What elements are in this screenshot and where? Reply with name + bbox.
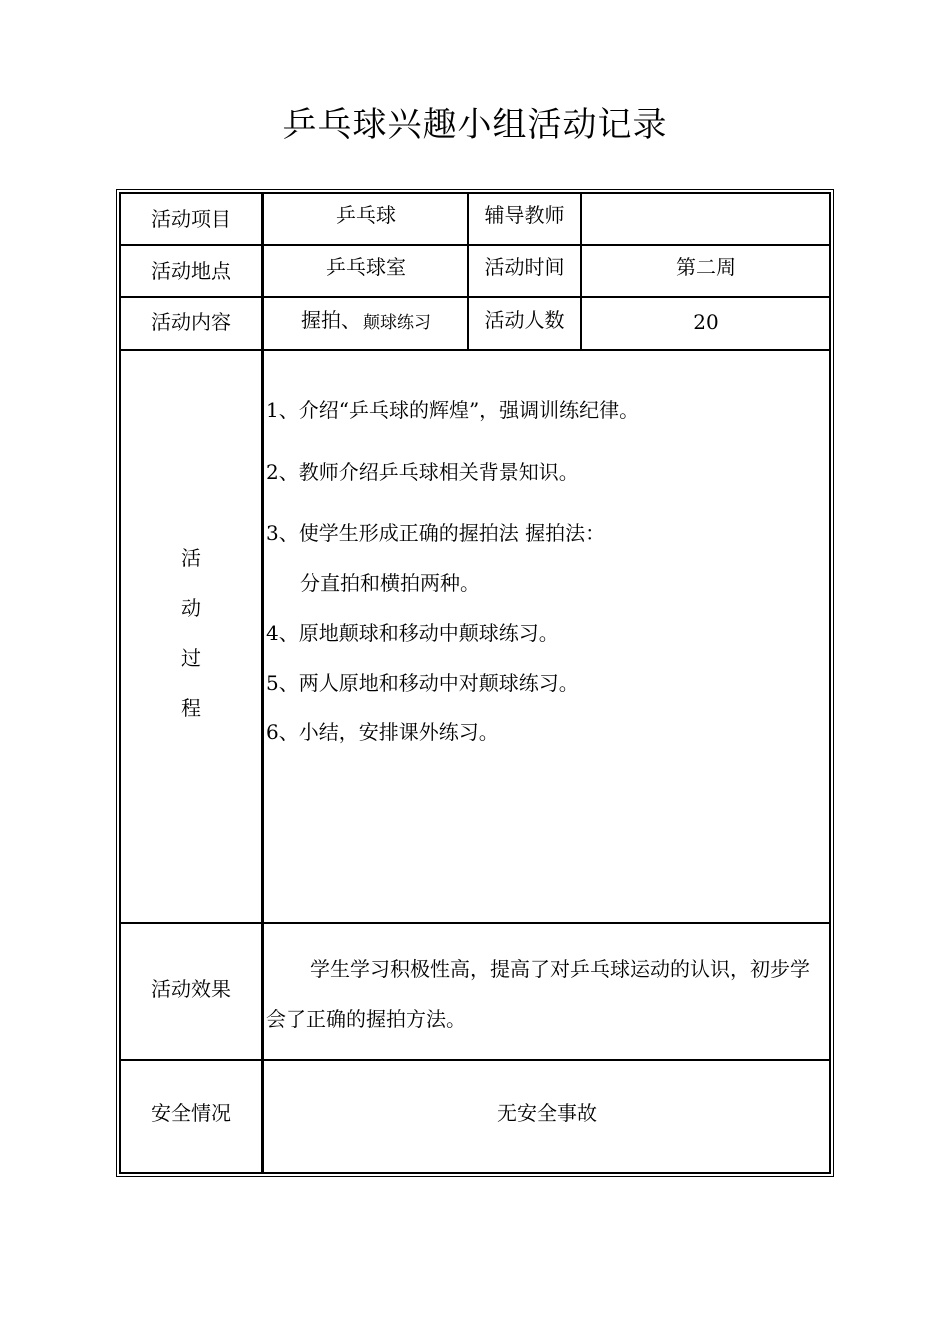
page-title: 乒乓球兴趣小组活动记录 — [282, 105, 668, 145]
process-item: 2、教师介绍乒乓球相关背景知识。 — [266, 460, 579, 484]
count-label: 活动人数 — [484, 308, 565, 332]
process-item: 3、使学生形成正确的握拍法 握拍法： — [266, 521, 606, 545]
content-value-small: 颠球练习 — [363, 313, 431, 333]
process-item: 分直拍和横拍两种。 — [300, 571, 480, 595]
project-label: 活动项目 — [151, 207, 231, 231]
process-label-char: 过 — [181, 646, 201, 670]
process-item: 5、两人原地和移动中对颠球练习。 — [266, 671, 579, 695]
row-divider — [119, 922, 831, 924]
time-label: 活动时间 — [484, 255, 565, 279]
teacher-value — [582, 194, 830, 244]
process-label-char: 动 — [181, 596, 201, 620]
safety-value: 无安全事故 — [497, 1101, 597, 1125]
content-value — [264, 295, 468, 345]
effect-text — [266, 944, 829, 1044]
effect-label: 活动效果 — [151, 977, 231, 1001]
location-label: 活动地点 — [151, 259, 231, 283]
teacher-label: 辅导教师 — [484, 203, 565, 227]
process-item: 4、原地颠球和移动中颠球练习。 — [266, 621, 559, 645]
process-label-char: 活 — [181, 546, 201, 570]
count-value: 20 — [693, 310, 719, 334]
row-divider — [119, 349, 831, 351]
content-value-main: 握拍、 — [301, 308, 361, 332]
location-value: 乒乓球室 — [326, 255, 406, 279]
process-item: 1、介绍“乒乓球的辉煌”，强调训练纪律。 — [266, 398, 640, 422]
process-item: 6、小结，安排课外练习。 — [266, 720, 499, 744]
time-value: 第二周 — [676, 255, 736, 279]
project-value: 乒乓球 — [336, 203, 396, 227]
process-label-char: 程 — [181, 696, 201, 720]
safety-label: 安全情况 — [151, 1101, 231, 1125]
effect-text-body: 学生学习积极性高，提高了对乒乓球运动的认识，初步学会了正确的握拍方法。 — [266, 957, 810, 1031]
row-divider — [119, 1059, 831, 1061]
content-label: 活动内容 — [151, 310, 231, 334]
